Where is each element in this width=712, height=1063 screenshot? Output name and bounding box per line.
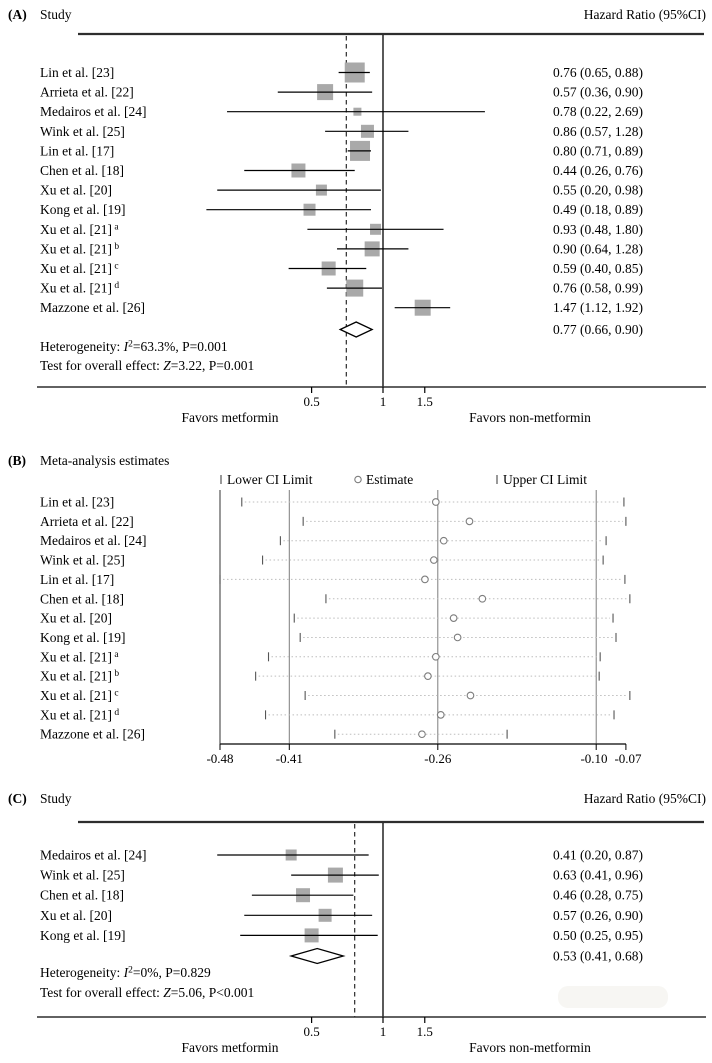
study-label: Xu et al. [20] bbox=[40, 182, 112, 198]
study-label: Xu et al. [21] $^a$ bbox=[40, 649, 119, 665]
hr-value: 0.80 (0.71, 0.89) bbox=[553, 143, 643, 159]
hr-value: 0.63 (0.41, 0.96) bbox=[553, 867, 643, 883]
x-tick-label: -0.41 bbox=[275, 751, 303, 766]
estimate-circle bbox=[479, 595, 486, 602]
panel-b-header bbox=[0, 452, 712, 470]
legend-upper-label: Upper CI Limit bbox=[503, 472, 587, 487]
panel-c-header bbox=[0, 790, 712, 808]
estimate-circle bbox=[454, 634, 461, 641]
hr-value: 0.86 (0.57, 1.28) bbox=[553, 123, 643, 139]
estimate-circle bbox=[440, 537, 447, 544]
favors-left-label: Favors metformin bbox=[181, 410, 279, 425]
estimate-circle bbox=[422, 576, 429, 583]
study-label: Arrieta et al. [22] bbox=[40, 513, 134, 529]
favors-right-label: Favors non-metformin bbox=[469, 410, 591, 425]
watermark-artifact bbox=[558, 986, 668, 1008]
x-tick-label: 1 bbox=[379, 1024, 387, 1039]
study-label: Chen et al. [18] bbox=[40, 591, 124, 607]
overall-effect-text: Test for overall effect: Z=5.06, P<0.001 bbox=[40, 985, 255, 1000]
hr-value: 0.49 (0.18, 0.89) bbox=[553, 202, 643, 218]
favors-right-label: Favors non-metformin bbox=[469, 1040, 591, 1055]
study-label: Xu et al. [21] $^b$ bbox=[40, 241, 120, 257]
panel-a-header bbox=[0, 6, 712, 24]
panel-a-tag: (A) bbox=[8, 7, 27, 22]
study-label: Wink et al. [25] bbox=[40, 867, 125, 883]
study-label: Xu et al. [21] $^a$ bbox=[40, 221, 119, 237]
pooled-diamond bbox=[291, 949, 343, 964]
panel-a-study-column-label: Study bbox=[40, 7, 72, 22]
hr-value: 0.55 (0.20, 0.98) bbox=[553, 182, 643, 198]
hr-value: 0.46 (0.28, 0.75) bbox=[553, 887, 643, 903]
x-tick-label: -0.26 bbox=[424, 751, 452, 766]
study-label: Xu et al. [20] bbox=[40, 907, 112, 923]
study-label: Xu et al. [21] $^c$ bbox=[40, 688, 119, 703]
x-tick-label: 1 bbox=[379, 394, 387, 409]
study-label: Medairos et al. [24] bbox=[40, 533, 147, 549]
hr-value: 0.41 (0.20, 0.87) bbox=[553, 847, 643, 863]
study-label: Mazzone et al. [26] bbox=[40, 300, 145, 316]
x-tick-label: -0.10 bbox=[580, 751, 608, 766]
study-label: Wink et al. [25] bbox=[40, 123, 125, 139]
pooled-value: 0.77 (0.66, 0.90) bbox=[553, 322, 643, 337]
legend-estimate-icon bbox=[355, 476, 361, 482]
study-label: Chen et al. [18] bbox=[40, 163, 124, 178]
hr-value: 0.76 (0.58, 0.99) bbox=[553, 280, 643, 296]
x-tick-label: -0.07 bbox=[614, 751, 642, 766]
x-tick-label: 1.5 bbox=[416, 394, 433, 409]
study-label: Kong et al. [19] bbox=[40, 202, 126, 218]
estimate-circle bbox=[466, 518, 473, 525]
favors-left-label: Favors metformin bbox=[181, 1040, 279, 1055]
pooled-diamond bbox=[340, 322, 372, 337]
estimate-circle bbox=[450, 615, 457, 622]
panel-c-value-column-label: Hazard Ratio (95%CI) bbox=[583, 791, 706, 806]
pooled-value: 0.53 (0.41, 0.68) bbox=[553, 948, 643, 964]
study-label: Kong et al. [19] bbox=[40, 927, 126, 943]
study-label: Lin et al. [23] bbox=[40, 494, 115, 510]
study-label: Xu et al. [20] bbox=[40, 610, 112, 626]
legend-estimate-label: Estimate bbox=[366, 472, 414, 487]
x-tick-label: 1.5 bbox=[416, 1024, 433, 1039]
estimate-circle bbox=[419, 731, 426, 738]
panel-a-value-column-label: Hazard Ratio (95%CI) bbox=[583, 7, 706, 22]
heterogeneity-text: Heterogeneity: $I^2=63.3\%$, P=0.001 bbox=[40, 339, 228, 354]
study-label: Lin et al. [23] bbox=[40, 65, 115, 80]
panel-b-tag: (B) bbox=[8, 453, 26, 468]
hr-value: 1.47 (1.12, 1.92) bbox=[553, 300, 643, 316]
legend-lower-label: Lower CI Limit bbox=[227, 472, 313, 487]
hr-value: 0.57 (0.26, 0.90) bbox=[553, 907, 643, 923]
study-label: Xu et al. [21] $^d$ bbox=[40, 280, 120, 296]
hr-value: 0.59 (0.40, 0.85) bbox=[553, 261, 643, 276]
study-label: Lin et al. [17] bbox=[40, 143, 115, 159]
study-label: Medairos et al. [24] bbox=[40, 847, 147, 863]
hr-value: 0.93 (0.48, 1.80) bbox=[553, 221, 643, 237]
hr-value: 0.78 (0.22, 2.69) bbox=[553, 104, 643, 120]
study-label: Chen et al. [18] bbox=[40, 887, 124, 903]
hr-value: 0.57 (0.36, 0.90) bbox=[553, 84, 643, 100]
estimate-circle bbox=[431, 557, 438, 564]
panel-c-study-column-label: Study bbox=[40, 791, 72, 806]
heterogeneity-text: Heterogeneity: $I^2=0\%$, P=0.829 bbox=[40, 965, 211, 980]
estimate-circle bbox=[425, 673, 432, 680]
study-label: Kong et al. [19] bbox=[40, 629, 126, 645]
study-label: Mazzone et al. [26] bbox=[40, 726, 145, 742]
x-tick-label: 0.5 bbox=[303, 1024, 320, 1039]
hr-value: 0.50 (0.25, 0.95) bbox=[553, 927, 643, 943]
study-label: Medairos et al. [24] bbox=[40, 104, 147, 120]
panel-c-tag: (C) bbox=[8, 791, 27, 806]
hr-value: 0.90 (0.64, 1.28) bbox=[553, 241, 643, 257]
estimate-circle bbox=[433, 499, 440, 506]
overall-effect-text: Test for overall effect: Z=3.22, P=0.001 bbox=[40, 358, 255, 373]
estimate-circle bbox=[433, 654, 440, 661]
panel-b-title: Meta-analysis estimates bbox=[40, 453, 170, 468]
study-label: Lin et al. [17] bbox=[40, 571, 115, 587]
hr-value: 0.76 (0.65, 0.88) bbox=[553, 65, 643, 80]
hr-value: 0.44 (0.26, 0.76) bbox=[553, 163, 643, 178]
x-tick-label: 0.5 bbox=[303, 394, 320, 409]
estimate-circle bbox=[467, 692, 474, 699]
study-label: Arrieta et al. [22] bbox=[40, 84, 134, 100]
study-label: Wink et al. [25] bbox=[40, 552, 125, 568]
x-tick-label: -0.48 bbox=[206, 751, 234, 766]
study-label: Xu et al. [21] $^d$ bbox=[40, 707, 120, 723]
estimate-circle bbox=[437, 712, 444, 719]
study-label: Xu et al. [21] $^c$ bbox=[40, 261, 119, 276]
study-label: Xu et al. [21] $^b$ bbox=[40, 668, 120, 684]
